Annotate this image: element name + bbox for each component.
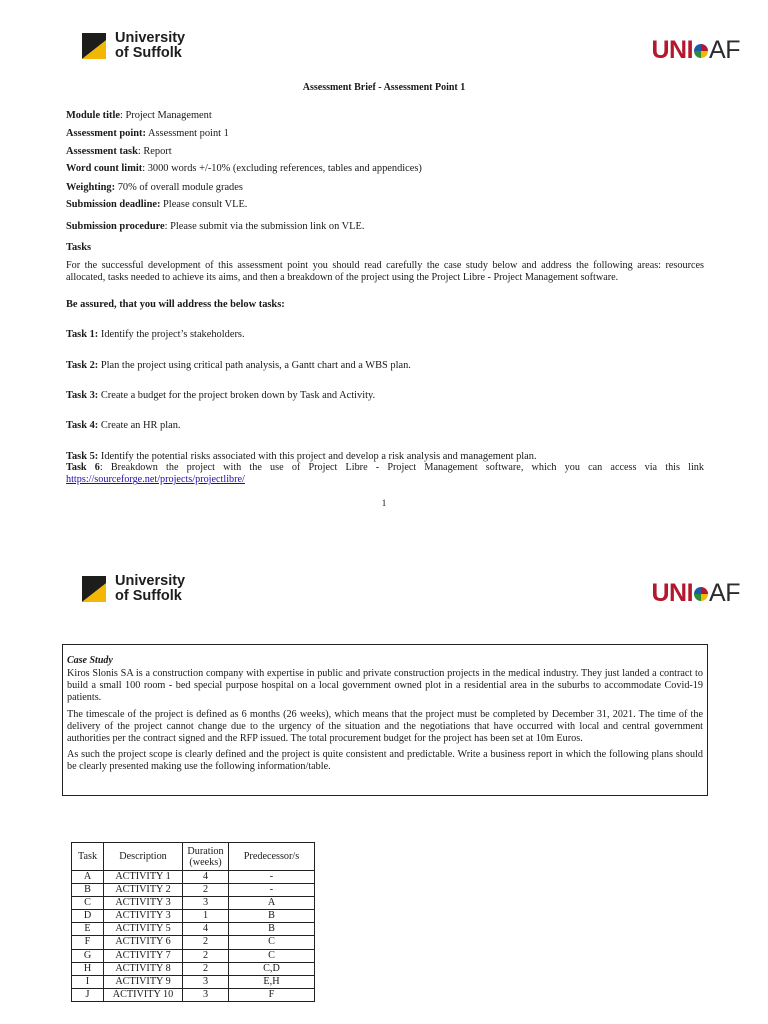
table-row (72, 988, 315, 1001)
table-cell: 4 (183, 871, 229, 884)
table-cell: B (229, 923, 315, 936)
table-cell: C (229, 936, 315, 949)
table-cell: I (72, 975, 104, 988)
task-2: Task 2: Plan the project using critical path analysis, a Gantt chart and a WBS plan. (66, 360, 411, 371)
table-cell: J (72, 988, 104, 1001)
table-row (72, 949, 315, 962)
table-cell: 2 (183, 962, 229, 975)
case-study-title: Case Study (67, 655, 113, 666)
tasks-heading: Tasks (66, 242, 92, 253)
page-number: 1 (381, 499, 387, 509)
table-cell: 3 (183, 975, 229, 988)
suffolk-logo-line2: of Suffolk (115, 588, 182, 604)
suffolk-logo-line1: University (115, 30, 186, 46)
table-cell: - (229, 871, 315, 884)
table-row (72, 923, 315, 936)
table-cell: 2 (183, 936, 229, 949)
table-cell: ACTIVITY 10 (104, 988, 183, 1001)
field-submission-procedure: Submission procedure: Please submit via the submission link on VLE. (66, 221, 365, 232)
table-cell: D (72, 910, 104, 923)
table-cell: C (72, 897, 104, 910)
table-cell: F (229, 988, 315, 1001)
table-cell: 2 (183, 949, 229, 962)
column-header-duration: Duration (weeks) (183, 843, 229, 871)
table-cell: ACTIVITY 1 (104, 871, 183, 884)
unicaf-c-icon (694, 587, 708, 601)
table-row (72, 975, 315, 988)
table-cell: ACTIVITY 5 (104, 923, 183, 936)
table-cell: ACTIVITY 3 (104, 897, 183, 910)
suffolk-logo-line2: of Suffolk (115, 45, 182, 61)
unicaf-logo-part1: UNI (651, 36, 694, 64)
task-table (71, 842, 315, 1002)
field-weighting: Weighting: 70% of overall module grades (66, 182, 243, 193)
table-cell: 3 (183, 988, 229, 1001)
table-cell: B (229, 910, 315, 923)
task-1: Task 1: Identify the project’s stakeholders. (66, 329, 245, 340)
table-cell: F (72, 936, 104, 949)
table-cell: C,D (229, 962, 315, 975)
tasks-intro: For the successful development of this assessment point you should read carefully the case study below and address the following areas: resources allocated, tasks needed to achieve its aims, and then a breakdown of the project using the Project Libre - Project Management software. (66, 260, 704, 284)
table-row (72, 884, 315, 897)
field-module-title: Module title: Project Management (66, 110, 212, 121)
table-row (72, 871, 315, 884)
field-assessment-point: Assessment point: Assessment point 1 (66, 128, 229, 139)
column-header-description: Description (104, 843, 183, 871)
column-header-task: Task (72, 843, 104, 871)
table-cell: G (72, 949, 104, 962)
projectlibre-link[interactable]: https://sourceforge.net/projects/projectlibre/ (66, 474, 245, 486)
table-cell: A (229, 897, 315, 910)
table-cell: ACTIVITY 8 (104, 962, 183, 975)
table-cell: ACTIVITY 6 (104, 936, 183, 949)
table-cell: ACTIVITY 9 (104, 975, 183, 988)
table-cell: 4 (183, 923, 229, 936)
table-row (72, 910, 315, 923)
field-submission-deadline: Submission deadline: Please consult VLE. (66, 199, 248, 210)
table-row (72, 936, 315, 949)
unicaf-logo-page2 (651, 579, 740, 608)
table-cell: 2 (183, 884, 229, 897)
table-cell: - (229, 884, 315, 897)
suffolk-mark-icon (82, 576, 106, 602)
task-4: Task 4: Create an HR plan. (66, 420, 181, 431)
table-cell: 3 (183, 897, 229, 910)
table-cell: E (72, 923, 104, 936)
unicaf-logo (651, 36, 740, 65)
table-cell: A (72, 871, 104, 884)
field-word-count: Word count limit: 3000 words +/-10% (excluding references, tables and appendices) (66, 163, 422, 174)
unicaf-logo-part2: AF (709, 36, 740, 64)
task-6: Task 6: Breakdown the project with the use of Project Libre - Project Management software, which you can access via this link https://sourceforge.net/projects/projectlibre/ (66, 462, 704, 486)
table-cell: C (229, 949, 315, 962)
unicaf-c-icon (694, 44, 708, 58)
table-cell: ACTIVITY 2 (104, 884, 183, 897)
unicaf-logo-part2: AF (709, 579, 740, 607)
table-row (72, 962, 315, 975)
table-cell: B (72, 884, 104, 897)
suffolk-mark-icon (82, 33, 106, 59)
case-study-paragraph: Kiros Slonis SA is a construction company with expertise in public and private construction projects in the medical industry. They just landed a contract to build a small 100 room - bed special purpose hospital on a local government owned plot in a residential area in the suburbs to accommodate Covid-19 patients. (67, 668, 703, 703)
table-cell: E,H (229, 975, 315, 988)
task-5: Task 5: Identify the potential risks associated with this project and develop a risk analysis and management plan. (66, 451, 537, 462)
table-cell: H (72, 962, 104, 975)
table-cell: ACTIVITY 7 (104, 949, 183, 962)
table-row (72, 897, 315, 910)
case-study-box (62, 644, 708, 796)
table-cell: 1 (183, 910, 229, 923)
case-study-paragraph: The timescale of the project is defined as 6 months (26 weeks), which means that the project must be completed by December 31, 2021. The time of the delivery of the project cannot change due to the urgency of the situation and the negotiations that have occurred with local and central government authorities per the contract signed and the RFP issued. The total procurement budget for the project has been set at 10m Euros. (67, 708, 703, 744)
task-3: Task 3: Create a budget for the project broken down by Task and Activity. (66, 390, 376, 401)
table-header-row (72, 843, 315, 871)
university-of-suffolk-logo-page2 (82, 574, 185, 604)
table-cell: ACTIVITY 3 (104, 910, 183, 923)
unicaf-logo-part1: UNI (651, 579, 694, 607)
field-assessment-task: Assessment task: Report (66, 146, 172, 157)
suffolk-logo-line1: University (115, 573, 186, 589)
case-study-paragraph: As such the project scope is clearly defined and the project is quite consistent and predictable. Write a business report in which the following plans should be clearly presented making use the following information/table. (67, 749, 703, 773)
column-header-predecessor: Predecessor/s (229, 843, 315, 871)
document-title: Assessment Brief - Assessment Point 1 (302, 82, 466, 93)
university-of-suffolk-logo (82, 31, 185, 61)
assured-heading: Be assured, that you will address the below tasks: (66, 299, 285, 310)
